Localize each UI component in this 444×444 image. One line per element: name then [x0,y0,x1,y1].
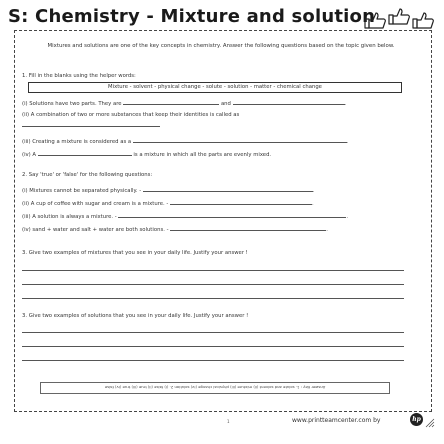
question-text: (i) Mixtures cannot be separated physically. - [22,188,142,194]
answer-line[interactable] [22,284,404,285]
intro-text: Mixtures and solutions are one of the key concepts in chemistry. Answer the following questions based on the topic given below. [47,43,395,49]
question-text: and [220,101,231,107]
answer-blank[interactable] [170,225,326,231]
question-2-iii: (iii) A solution is always a mixture. - . [22,214,349,220]
answer-blank[interactable] [170,199,312,205]
answer-blank[interactable] [123,99,219,105]
section4-heading: 3. Give two examples of solutions that you see in your daily life. Justify your answer ! [22,313,249,319]
question-2-iv: (iv) sand + water and salt + water are both solutions. - . [22,227,328,233]
question-text: (iii) A solution is always a mixture. - [22,214,117,220]
answer-line[interactable] [22,360,404,361]
section1-heading: 1. Fill in the blanks using the helper words: [22,73,136,79]
helper-words-box: Mixture - solvent - physical change - solute - solution - matter - chemical change [28,82,402,93]
answer-key: Answer Key : 1. solute and solvent (ii) mixture (iii) physical change (iv) solution 2. (i) false (ii) true (iii) true (iv) false [40,382,390,394]
footer-url[interactable]: www.printteamcenter.com by [292,417,381,424]
question-1-ii: (ii) A combination of two or more substances that keep their identities is called as [22,112,240,118]
answer-blank[interactable] [118,212,346,218]
answer-line[interactable] [22,126,160,127]
question-text: (i) Solutions have two parts. They are [22,101,122,107]
answer-blank[interactable] [143,186,313,192]
answer-line[interactable] [22,332,404,333]
thumbs-up-icon [413,13,433,28]
hp-logo-icon: hp [410,413,423,426]
question-text: (ii) A cup of coffee with sugar and cream is a mixture. - [22,201,169,207]
answer-line[interactable] [22,270,404,271]
answer-blank[interactable] [233,99,345,105]
question-1-i: (i) Solutions have two parts. They are and . [22,101,347,107]
section2-heading: 2. Say 'true' or 'false' for the following questions: [22,172,153,178]
answer-blank[interactable] [38,150,132,156]
answer-line[interactable] [22,346,404,347]
answer-line[interactable] [22,298,404,299]
question-text: (iii) Creating a mixture is considered as a [22,139,132,145]
section3-heading: 3. Give two examples of mixtures that you see in your daily life. Justify your answer ! [22,250,248,256]
thumbs-up-icons [364,8,436,30]
question-text: (iv) A [22,152,37,158]
thumbs-up-icon [389,9,409,24]
question-2-ii: (ii) A cup of coffee with sugar and cream is a mixture. - . [22,201,314,207]
question-text: (iv) sand + water and salt + water are both solutions. - [22,227,169,233]
question-1-iv [22,150,271,159]
page-number: 1 [227,419,230,424]
page-title: S: Chemistry - Mixture and solution [8,6,376,27]
thumbs-up-icon [365,13,385,28]
corner-decoration-icon [425,418,435,428]
question-1-iii: (iii) Creating a mixture is considered as a . [22,139,349,145]
question-2-i: (i) Mixtures cannot be separated physically. - . [22,188,315,194]
question-text: is a mixture in which all the parts are evenly mixed. [133,152,272,158]
answer-blank[interactable] [133,137,347,143]
